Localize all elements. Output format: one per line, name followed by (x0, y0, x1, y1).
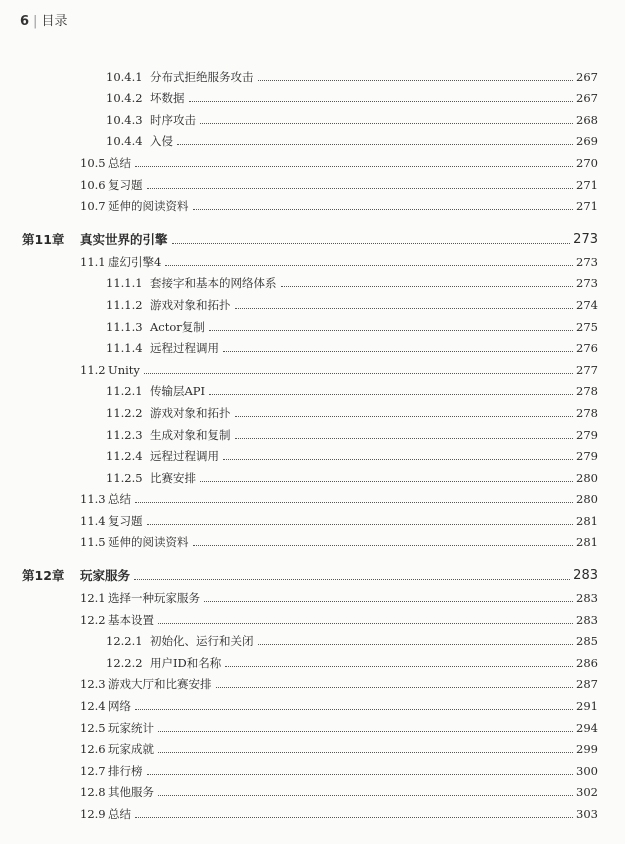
entry-title: 时序攻击 (150, 112, 196, 127)
entry-page-number: 278 (576, 405, 598, 420)
entry-title: 基本设置 (108, 612, 154, 627)
entry-number: 第12章 (22, 568, 65, 584)
entry-page-number: 303 (576, 807, 598, 821)
dot-leader (135, 817, 573, 818)
toc-entry[interactable] (0, 799, 625, 821)
entry-page-number: 280 (576, 492, 598, 507)
toc-entry[interactable] (0, 583, 625, 605)
entry-page-number: 279 (576, 449, 598, 464)
entry-number: 11.3 (80, 492, 106, 507)
toc-entry[interactable] (0, 247, 625, 269)
entry-number: 12.6 (80, 742, 106, 757)
entry-number: 12.8 (80, 785, 106, 800)
entry-number: 11.2.4 (106, 449, 143, 464)
entry-number: 第11章 (22, 232, 65, 248)
toc-entry[interactable] (0, 691, 625, 713)
entry-title: 总结 (108, 155, 131, 170)
toc-entry[interactable] (0, 148, 625, 170)
dot-leader (216, 687, 574, 688)
entry-page-number: 300 (576, 763, 598, 778)
dot-leader (158, 731, 573, 732)
entry-number: 11.1.3 (106, 319, 143, 334)
entry-title: 传输层API (150, 384, 206, 399)
entry-number: 11.5 (80, 535, 106, 550)
entry-number: 12.2 (80, 612, 106, 627)
dot-leader (204, 601, 573, 602)
entry-title: 套接字和基本的网络体系 (150, 276, 277, 291)
entry-page-number: 281 (576, 513, 598, 528)
toc-entry[interactable] (0, 506, 625, 528)
entry-page-number: 278 (576, 384, 598, 399)
dot-leader (144, 373, 573, 374)
dot-leader (209, 330, 573, 331)
toc-entry[interactable] (0, 127, 625, 149)
entry-page-number: 271 (576, 199, 598, 214)
entry-page-number: 291 (576, 699, 598, 714)
toc-entry[interactable] (0, 442, 625, 464)
entry-page-number: 285 (576, 634, 598, 649)
toc-entry[interactable] (0, 377, 625, 399)
entry-page-number: 287 (576, 677, 598, 692)
dot-leader (200, 123, 573, 124)
header-title: 目录 (41, 14, 68, 29)
entry-number: 12.7 (80, 763, 106, 778)
entry-page-number: 283 (576, 591, 598, 606)
entry-page-number: 299 (576, 742, 598, 757)
entry-title: 分布式拒绝服务攻击 (150, 69, 254, 84)
dot-leader (147, 774, 574, 775)
entry-page-number: 283 (576, 612, 598, 627)
toc-entry[interactable] (0, 84, 625, 106)
entry-number: 10.4.4 (106, 134, 143, 149)
entry-number: 11.2.1 (106, 384, 143, 399)
entry-title: 玩家服务 (80, 568, 131, 584)
toc-entry[interactable] (0, 756, 625, 778)
toc-entry[interactable] (0, 192, 625, 214)
toc-entry[interactable] (0, 605, 625, 627)
entry-title: 游戏大厅和比赛安排 (108, 677, 212, 692)
toc-chapter-entry[interactable] (0, 223, 625, 247)
toc-entry[interactable] (0, 312, 625, 334)
entry-title: Actor复制 (150, 319, 205, 334)
entry-number: 10.4.1 (106, 69, 143, 84)
dot-leader (235, 438, 574, 439)
dot-leader (235, 416, 574, 417)
toc-entry[interactable] (0, 355, 625, 377)
entry-number: 10.4.2 (106, 91, 143, 106)
entry-page-number: 280 (576, 470, 598, 485)
entry-number: 10.6 (80, 177, 106, 192)
entry-title: 用户ID和名称 (150, 655, 222, 670)
entry-title: 入侵 (150, 134, 173, 149)
toc-entry[interactable] (0, 528, 625, 550)
dot-leader (189, 101, 574, 102)
entry-title: 延伸的阅读资料 (108, 535, 189, 550)
dot-leader (225, 666, 573, 667)
dot-leader (158, 795, 573, 796)
entry-page-number: 286 (576, 655, 598, 670)
entry-page-number: 283 (573, 568, 598, 584)
toc-entry[interactable] (0, 290, 625, 312)
header-separator: | (33, 14, 38, 29)
dot-leader (200, 481, 573, 482)
entry-number: 11.2.3 (106, 427, 143, 442)
entry-page-number: 269 (576, 134, 598, 149)
entry-title: 坏数据 (150, 91, 185, 106)
dot-leader (235, 308, 574, 309)
entry-page-number: 267 (576, 69, 598, 84)
dot-leader (223, 459, 573, 460)
entry-title: 总结 (108, 807, 131, 821)
entry-title: 虚幻引擎4 (108, 254, 162, 269)
entry-number: 10.5 (80, 155, 106, 170)
entry-page-number: 273 (576, 276, 598, 291)
entry-title: 真实世界的引擎 (80, 232, 168, 248)
entry-title: 比赛安排 (150, 470, 196, 485)
entry-title: 网络 (108, 699, 131, 714)
entry-page-number: 270 (576, 155, 598, 170)
dot-leader (258, 80, 574, 81)
dot-leader (258, 644, 574, 645)
chapter-spacer (0, 549, 625, 559)
chapter-spacer (0, 213, 625, 223)
toc-entry[interactable] (0, 334, 625, 356)
dot-leader (135, 166, 573, 167)
dot-leader (135, 502, 573, 503)
entry-title: 复习题 (108, 513, 143, 528)
toc-entry[interactable] (0, 398, 625, 420)
entry-page-number: 275 (576, 319, 598, 334)
entry-title: 游戏对象和拓扑 (150, 405, 231, 420)
toc-entry[interactable] (0, 463, 625, 485)
entry-page-number: 274 (576, 297, 598, 312)
entry-page-number: 273 (573, 232, 598, 248)
entry-number: 12.1 (80, 591, 106, 606)
toc-entry[interactable] (0, 735, 625, 757)
entry-title: 远程过程调用 (150, 341, 219, 356)
entry-page-number: 268 (576, 112, 598, 127)
entry-title: 游戏对象和拓扑 (150, 297, 231, 312)
dot-leader (177, 144, 573, 145)
entry-number: 11.1.2 (106, 297, 143, 312)
entry-page-number: 276 (576, 341, 598, 356)
dot-leader (165, 265, 573, 266)
toc-entry[interactable] (0, 170, 625, 192)
toc-entry[interactable] (0, 670, 625, 692)
entry-title: 延伸的阅读资料 (108, 199, 189, 214)
entry-number: 11.4 (80, 513, 106, 528)
dot-leader (193, 209, 574, 210)
toc-entry[interactable] (0, 648, 625, 670)
toc-chapter-entry[interactable] (0, 559, 625, 583)
dot-leader (193, 545, 574, 546)
dot-leader (147, 524, 574, 525)
entry-page-number: 279 (576, 427, 598, 442)
entry-title: 玩家成就 (108, 742, 154, 757)
entry-page-number: 302 (576, 785, 598, 800)
entry-number: 12.2.1 (106, 634, 143, 649)
dot-leader (209, 394, 573, 395)
entry-title: 玩家统计 (108, 720, 154, 735)
dot-leader (223, 351, 573, 352)
entry-page-number: 294 (576, 720, 598, 735)
entry-number: 12.2.2 (106, 655, 143, 670)
entry-number: 11.2 (80, 362, 106, 377)
entry-number: 10.7 (80, 199, 106, 214)
entry-number: 11.2.5 (106, 470, 143, 485)
toc-entry[interactable] (0, 269, 625, 291)
entry-number: 11.1.4 (106, 341, 143, 356)
toc-entry[interactable] (0, 778, 625, 800)
entry-page-number: 281 (576, 535, 598, 550)
entry-number: 10.4.3 (106, 112, 143, 127)
dot-leader (158, 752, 573, 753)
table-of-contents (0, 62, 625, 821)
entry-page-number: 271 (576, 177, 598, 192)
dot-leader (135, 709, 573, 710)
entry-number: 12.9 (80, 807, 106, 821)
entry-title: 排行榜 (108, 763, 143, 778)
entry-title: Unity (108, 362, 140, 377)
dot-leader (158, 623, 573, 624)
entry-page-number: 277 (576, 362, 598, 377)
entry-number: 12.4 (80, 699, 106, 714)
page-number: 6 (20, 14, 30, 29)
entry-title: 初始化、运行和关闭 (150, 634, 254, 649)
entry-number: 11.1 (80, 254, 106, 269)
entry-number: 12.5 (80, 720, 106, 735)
toc-entry[interactable] (0, 627, 625, 649)
toc-entry[interactable] (0, 420, 625, 442)
dot-leader (172, 243, 571, 244)
entry-title: 远程过程调用 (150, 449, 219, 464)
dot-leader (281, 286, 574, 287)
entry-number: 11.2.2 (106, 405, 143, 420)
toc-entry[interactable] (0, 105, 625, 127)
toc-entry[interactable] (0, 485, 625, 507)
page-header (20, 10, 67, 29)
dot-leader (147, 188, 574, 189)
entry-number: 11.1.1 (106, 276, 143, 291)
toc-entry[interactable] (0, 62, 625, 84)
entry-title: 其他服务 (108, 785, 154, 800)
entry-title: 生成对象和复制 (150, 427, 231, 442)
entry-title: 选择一种玩家服务 (108, 591, 200, 606)
toc-entry[interactable] (0, 713, 625, 735)
entry-title: 总结 (108, 492, 131, 507)
entry-page-number: 267 (576, 91, 598, 106)
entry-title: 复习题 (108, 177, 143, 192)
dot-leader (134, 579, 570, 580)
entry-page-number: 273 (576, 254, 598, 269)
entry-number: 12.3 (80, 677, 106, 692)
